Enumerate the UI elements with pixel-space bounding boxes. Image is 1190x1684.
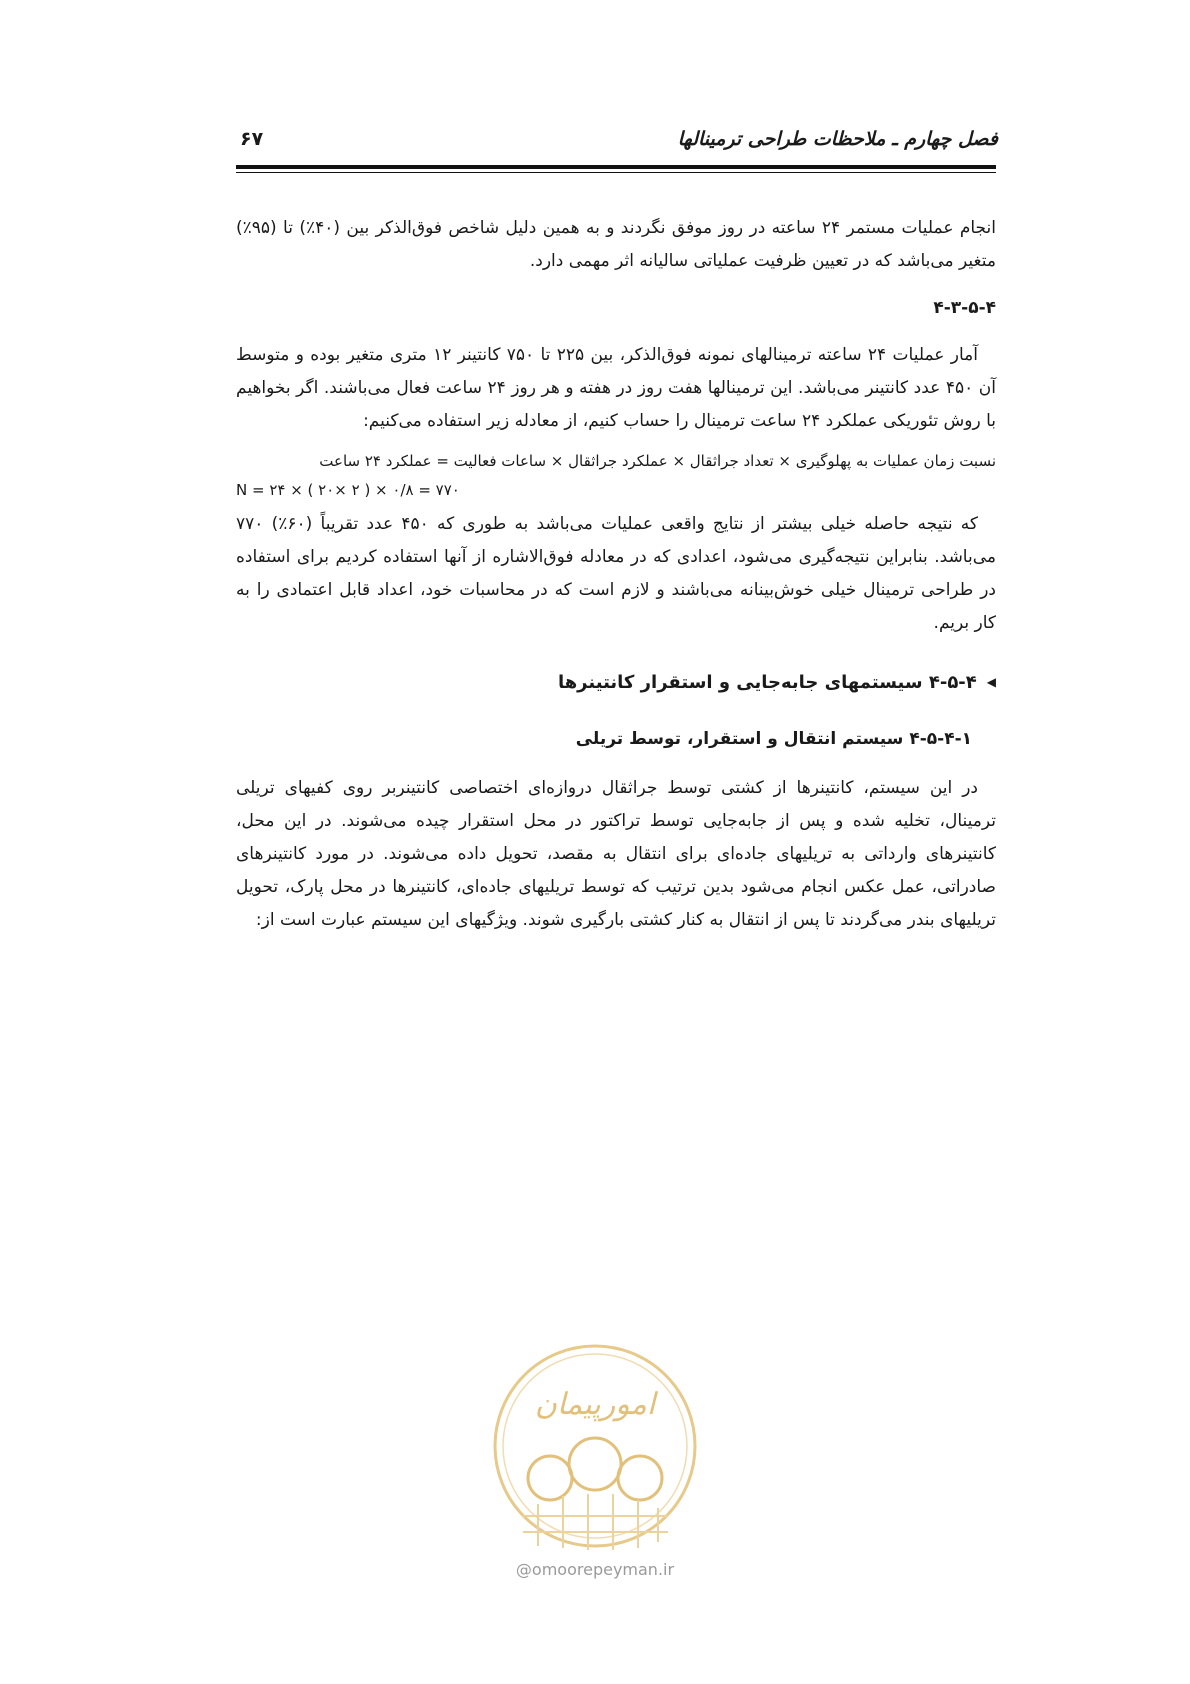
watermark-logo-icon [478, 1336, 712, 1570]
section-heading-text: ۴-۵-۴ سیستمهای جابه‌جایی و استقرار کانتینرها [557, 672, 977, 693]
paragraph-continuation: انجام عملیات مستمر ۲۴ ساعته در روز موفق نگردند و به همین دلیل شاخص فوق‌الذکر بین (۴۰٪) تا (۹۵٪) متغیر می‌باشد که در تعیین ظرفیت عملیاتی سالیانه اثر مهمی دارد. [236, 218, 996, 271]
subsection-heading: ۴-۵-۴-۱ سیستم انتقال و استقرار، توسط تریلی [575, 729, 972, 749]
triangle-bullet-icon: ◀ [986, 675, 996, 689]
header-rule-thick [236, 165, 996, 169]
formula-numeric: N = ۲۴ × ( ۲۰× ۲ ) × ۰/۸ = ۷۷۰ [236, 481, 460, 499]
formula-text: نسبت زمان عملیات به پهلوگیری × تعداد جراثقال × عملکرد جراثقال × ساعات فعالیت = عملکرد ۲۴ ساعت [319, 452, 996, 470]
at-icon: @ [515, 1560, 532, 1579]
watermark-caption: @omoorepeyman.ir [515, 1560, 675, 1579]
page-number: ۶۷ [240, 128, 264, 150]
subsection-number: ۴-۳-۵-۴ [933, 298, 996, 318]
body-text [236, 212, 996, 945]
watermark-logo-text: امورپیمان [534, 1387, 656, 1422]
paragraph-system: در این سیستم، کانتینرها از کشتی توسط جراثقال دروازه‌ای اختصاصی کانتینربر روی کفیهای تریلی ترمینال، تخلیه شده و پس از جابه‌جایی توسط تراکتور در محل استقرار چیده می‌شوند. در این محل، کانتینرهای وارداتی به تریلیهای جاده‌ای برای انتقال به مقصد، تحویل داده می‌شوند. در مورد کانتینرهای صادراتی، عمل عکس انجام می‌شود بدین ترتیب که توسط تریلیهای جاده‌ای، کانتینرها در محل پارک، تحویل تریلیهای بندر می‌گردند تا پس از انتقال به کنار کشتی بارگیری شوند. ویژگیهای این سیستم عبارت است از: [236, 778, 996, 930]
paragraph-result: که نتیجه حاصله خیلی بیشتر از نتایج واقعی عملیات می‌باشد به طوری که ۴۵۰ عدد تقریباً (۶۰٪) ۷۷۰ می‌باشد. بنابراین نتیجه‌گیری می‌شود، اعدادی که در معادله فوق‌الاشاره از آنها استفاده کردیم برای استفاده در طراحی ترمینال خیلی خوش‌بینانه می‌باشند و لازم است که در محاسبات خود، اعداد قابل اعتمادی را به کار بریم. [236, 514, 996, 633]
chapter-title: فصل چهارم ـ ملاحظات طراحی ترمینالها [677, 128, 998, 150]
paragraph-statistics: آمار عملیات ۲۴ ساعته ترمینالهای نمونه فوق‌الذکر، بین ۲۲۵ تا ۷۵۰ کانتینر ۱۲ متری متغیر بوده و متوسط آن ۴۵۰ عدد کانتینر می‌باشد. این ترمینالها هفت روز در هفته و هر روز ۲۴ ساعت فعال می‌باشند. اگر بخواهیم با روش تئوریکی عملکرد ۲۴ ساعت ترمینال را حساب کنیم، از معادله زیر استفاده می‌کنیم: [236, 345, 996, 431]
header-rule-thin [236, 172, 996, 173]
section-heading [236, 666, 996, 699]
